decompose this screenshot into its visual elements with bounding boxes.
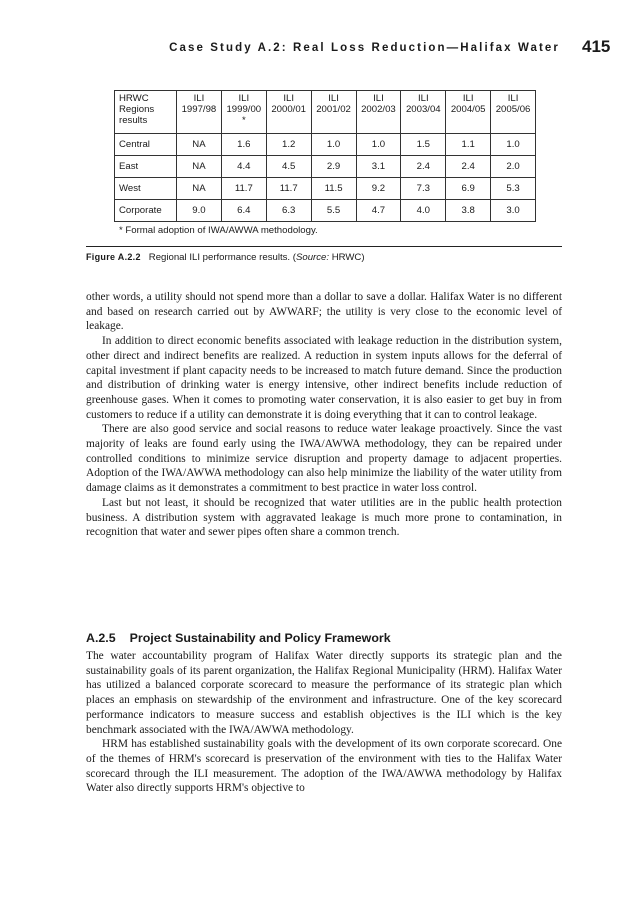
table-cell: NA	[177, 178, 222, 200]
table-row-east	[115, 156, 536, 178]
paragraph: There are also good service and social reasons to reduce water leakage proactively. Since the vast majority of leaks are found early using the IWA/AWWA methodology, they can be repaired under controlled conditions to minimize service disruption and property damage to adjacent properties. Adoption of the IWA/AWWA methodology can also help minimize the liability of the water utility from damage claims as it demonstrates a commitment to best practice in water loss control.	[86, 423, 562, 495]
table-cell: 1.6	[221, 134, 266, 156]
section-number: A.2.5	[86, 631, 116, 645]
paragraph: In addition to direct economic benefits associated with leakage reduction in the distribution system, other direct and indirect benefits are realized. A reduction in system inputs allows for the deferral of capital investment if plant capacity needs to be increased to match future demand. Since the production and distribution of drinking water is energy intensive, other indirect benefits include reduction of greenhouse gases. When it comes to promoting water conservation, it is also easier to get buy in from customers to reduce if a utility can demonstrate it is doing everything that it can to control leakage.	[86, 335, 562, 421]
table-row-west	[115, 178, 536, 200]
figure-label: Figure A.2.2	[86, 252, 141, 262]
table-cell: 1.5	[401, 134, 446, 156]
table-cell: 11.5	[311, 178, 356, 200]
table-cell: 6.4	[221, 200, 266, 222]
column-header: ILI 2002/03	[356, 91, 401, 134]
body-text-lower	[86, 649, 562, 796]
paragraph: HRM has established sustainability goals with the development of its own corporate scorecard. One of the themes of HRM's scorecard is preservation of the environment with ties to the Halifax Water scorecard through the ILI measurement. The adoption of the IWA/AWWA methodology by Halifax Water also directly supports HRM's objective to	[86, 738, 562, 795]
table-row-central	[115, 134, 536, 156]
figure-divider	[86, 246, 562, 247]
table-cell: 11.7	[266, 178, 311, 200]
table-cell: 11.7	[221, 178, 266, 200]
table-cell: 5.5	[311, 200, 356, 222]
column-header: ILI 2005/06	[491, 91, 536, 134]
table-cell: 6.9	[446, 178, 491, 200]
caption-source: HRWC)	[329, 252, 365, 263]
table-cell: 9.2	[356, 178, 401, 200]
table-header-row	[115, 91, 536, 134]
table-cell: NA	[177, 156, 222, 178]
column-header: ILI 2004/05	[446, 91, 491, 134]
column-header: ILI 2003/04	[401, 91, 446, 134]
column-header: ILI 2000/01	[266, 91, 311, 134]
ili-results-table	[114, 90, 536, 222]
caption-text: Regional ILI performance results. (	[148, 252, 296, 263]
table-cell: 1.0	[311, 134, 356, 156]
table-cell: 4.7	[356, 200, 401, 222]
table-cell: 1.1	[446, 134, 491, 156]
table-cell: Central	[115, 134, 177, 156]
table-footnote: * Formal adoption of IWA/AWWA methodology.	[119, 225, 318, 236]
paragraph: Last but not least, it should be recognized that water utilities are in the public health protection business. A distribution system with aggravated leakage is much more prone to contamination, in recognition that water and sewer pipes often share a common trench.	[86, 496, 562, 539]
table-cell: 9.0	[177, 200, 222, 222]
column-header: ILI 2001/02	[311, 91, 356, 134]
table-cell: 3.8	[446, 200, 491, 222]
caption-source-label: Source:	[295, 252, 330, 263]
section-title: Project Sustainability and Policy Framework	[129, 631, 391, 645]
table-row-corporate	[115, 200, 536, 222]
table-cell: 2.0	[491, 156, 536, 178]
column-header: ILI 1997/98	[177, 91, 222, 134]
table-cell: 1.0	[356, 134, 401, 156]
column-header: ILI 1999/00 *	[221, 91, 266, 134]
table-cell: 3.1	[356, 156, 401, 178]
table-cell: 6.3	[266, 200, 311, 222]
table-cell: 2.9	[311, 156, 356, 178]
section-heading	[86, 631, 391, 645]
table-cell: 5.3	[491, 178, 536, 200]
running-head: Case Study A.2: Real Loss Reduction—Halifax Water	[169, 42, 560, 54]
table-cell: 1.2	[266, 134, 311, 156]
table-cell: 4.4	[221, 156, 266, 178]
table-cell: 2.4	[401, 156, 446, 178]
body-text-upper	[86, 290, 562, 540]
table-cell: Corporate	[115, 200, 177, 222]
table-cell: 4.0	[401, 200, 446, 222]
table-cell: 7.3	[401, 178, 446, 200]
page-number: 415	[582, 37, 611, 56]
column-header: HRWC Regions results	[115, 91, 177, 134]
paragraph: The water accountability program of Halifax Water directly supports its strategic plan and the sustainability goals of its parent organization, the Halifax Regional Municipality (HRM). Halifax Water has utilized a balanced corporate scorecard to measure the performance of its strategic plan which places an emphasis on stewardship of the environment and infrastructure. One of the key scorecard performance indicators to measure success and establish objectives is the ILI which is the key benchmark associated with the IWA/AWWA methodology.	[86, 650, 562, 736]
adoption-marker: *	[241, 115, 246, 126]
table-cell: 2.4	[446, 156, 491, 178]
table-cell: West	[115, 178, 177, 200]
table-cell: 3.0	[491, 200, 536, 222]
table-cell: 4.5	[266, 156, 311, 178]
figure-caption	[86, 252, 365, 263]
paragraph: other words, a utility should not spend more than a dollar to save a dollar. Halifax Water is no different and based on research carried out by AWWARF; the utility is very close to the economic level of leakage.	[86, 291, 562, 333]
table-cell: 1.0	[491, 134, 536, 156]
table-cell: NA	[177, 134, 222, 156]
table-cell: East	[115, 156, 177, 178]
